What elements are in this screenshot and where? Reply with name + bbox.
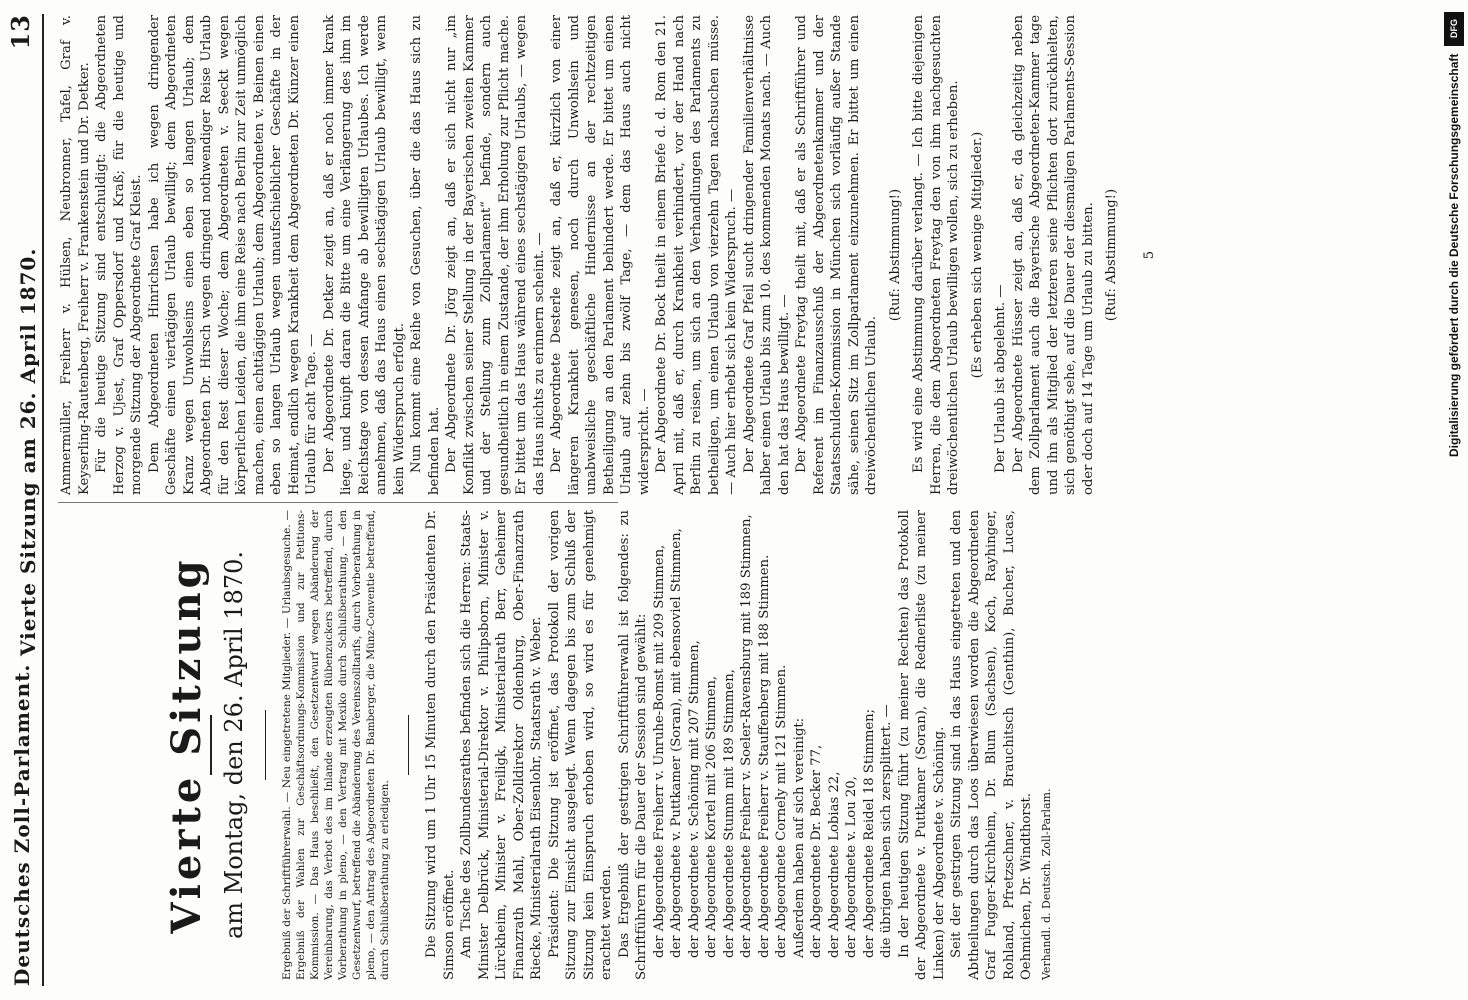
left-column (58, 510, 1055, 980)
paragraph: der Abgeordnete v. Lou 20, (844, 776, 859, 958)
paragraph: der Abgeordnete v. Puttkamer (Soran), mit ebensoviel Stimmen, (669, 528, 684, 958)
funding-note: Digitalisierung gefördert durch die Deutsche Forschungsgemeinschaft (1447, 54, 1461, 458)
header-publication: Deutsches Zoll-Parlament. (10, 663, 34, 986)
paragraph: Der Abgeordnete Dr. Jörg zeigt an, daß er sich nicht nur „im Konflikt zwischen seiner Stellung in der Bayerischen zweiten Kammer und der Stellung zum Zollparlament“ befinde, sondern auch gesundheitlich in einem Zustande, der ihm Erholung zur Pflicht mache. Er bittet um das Haus während eines sechstägigen Urlaubs, — wegen das Haus nichts zu erinnern scheint. — (444, 15, 547, 495)
paragraph: In der heutigen Sitzung führt (zu meiner Rechten) das Protokoll der Abgeordnete v. Puttkamer (Soran), die Rednerliste (zu meiner Linken) der Abgeordnete v. Schöning. (896, 510, 947, 980)
dfg-logo: DFG (1444, 12, 1464, 46)
right-column (58, 15, 1164, 495)
paragraph: der Abgeordnete Reidel 18 Stimmen; (861, 708, 877, 958)
paragraph: Der Abgeordnete Dr. Bock theilt in einem Briefe d. d. Rom den 21. April mit, daß er, durch Krankheit verhindert, vor der Hand nach Berlin zu reisen, um sich an den Verhandlungen des Parlaments zu betheiligen, um einen Urlaub von vierzehn Tagen nachsuchen müsse. — Auch hier erhebt sich kein Widerspruch. — (654, 15, 739, 495)
paragraph: der Abgeordnete Lobias 22, (826, 771, 842, 958)
interjection: (Ruf: Abstimmung!) (887, 188, 903, 322)
agenda-divider (408, 715, 409, 775)
header-session: Vierte Sitzung am 26. April 1870. (16, 247, 40, 656)
date-divider (265, 710, 266, 780)
paragraph: Der Abgeordnete Graf Pfeil sucht dringender Familienverhältnisse halber einen Urlaub bis zum 10. des kommenden Monats nach. — Auch den hat das Haus bewilligt. — (741, 15, 792, 495)
paragraph: Außerdem haben auf sich vereinigt: (791, 717, 807, 958)
paragraph: der Abgeordnete v. Schöning mit 207 Stimmen, (686, 640, 702, 958)
agenda-summary: Ergebniß der Schriftführerwahl. — Neu eingetretene Mitglieder. — Urlaubsgesuche. — Ergebniß der Wahlen zur Geschäftsordnungs-Kommission und zur Petitions-Kommission. — Das Haus beschließt, den Gesetzentwurf wegen Abänderung der Vereinbarung, das Verbot des im Inlande erzeugten Rübenzuckers betreffend, durch Vorberathung in pleno, — den Vertrag mit Mexiko durch Schlußberathung, — den Gesetzentwurf, betreffend die Abänderung des Vereinszolltarifs, durch Vorberathung in pleno, — den Antrag des Abgeordneten Dr. Bamberger, die Münz-Conventie betreffend, durch Schlußberathung zu erledigen. (281, 510, 391, 980)
paragraph: der Abgeordnete Cornely mit 121 Stimmen. (774, 664, 789, 958)
column-divider (58, 502, 618, 503)
paragraph: Die Sitzung wird um 1 Uhr 15 Minuten durch den Präsidenten Dr. Simson eröffnet. (424, 510, 457, 980)
paragraph: der Abgeordnete Kortel mit 206 Stimmen, (704, 675, 719, 958)
running-header (6, 14, 42, 986)
paragraph: die übrigen haben sich zersplittert. — (879, 704, 894, 958)
paragraph: Das Ergebniß der gestrigen Schriftführerwahl ist folgendes: zu Schriftführern für die Dauer der Session sind gewählt: (616, 510, 649, 980)
paragraph: Seit der gestrigen Sitzung sind in das Haus eingetreten und den Abtheilungen durch das Loos überwiesen worden die Abgeordneten Graf Fugger-Kirchheim, Dr. Blum (Sachsen), Koch, Rayhinger, Rohland, Pfretzschner, v. Brauchitsch (Genthin), Bucher, Lucas, Oehmichen, Dr. Windthorst. (949, 510, 1034, 980)
interjection: (Es erheben sich wenige Mitglieder.) (969, 131, 985, 379)
paragraph: Dem Abgeordneten Hinrichsen habe ich wegen dringender Geschäfte einen viertägigen Urlaub bewilligt; dem Abgeordneten Kranz wegen Unwohlseins einen eben so langen Urlaub; dem Abgeordneten Dr. Hirsch wegen dringend nothwendiger Reise Urlaub für den Rest dieser Woche; dem Abgeordneten v. Seeckt wegen körperlichen Leiden, die ihm eine Reise nach Berlin zur Zeit unmöglich machen, einen achttägigen Urlaub; dem Abgeordneten v. Beinen einen eben so langen Urlaub wegen unaufschieblicher Geschäfte in der Heimat, endlich wegen Krankheit dem Abgeordneten Dr. Künzer einen Urlaub für acht Tage. — (146, 15, 319, 495)
session-date: am Montag, den 26. April 1870. (219, 550, 248, 940)
paragraph: Der Urlaub ist abgelehnt. — (993, 284, 1008, 473)
paragraph: Präsident: Die Sitzung ist eröffnet, das Protokoll der vorigen Sitzung zur Einsicht ausgelegt. Wenn dagegen bis zum Schluß der Sitzung kein Einspruch erhoben wird, so wird es für genehmigt erachtet werden. (546, 510, 614, 980)
paragraph: der Abgeordnete Dr. Becker 77, (809, 744, 824, 958)
paragraph: der Abgeordnete Freiherr v. Unruhe-Bomst mit 209 Stimmen, (651, 544, 667, 958)
paragraph: der Abgeordnete Freiherr v. Soeler-Ravensburg mit 189 Stimmen, (739, 514, 754, 958)
paragraph: Der Abgeordnete Desterle zeigt an, daß er, kürzlich von einer längeren Krankheit genesen, noch durch Unwohlsein und unabweisliche geschäftliche Hindernisse an der rechtzeitigen Betheiligung an den Parlament behindert werde. Er bittet um einen Urlaub auf zehn bis zwölf Tage, — dem das Haus auch nicht widerspricht. — (549, 15, 652, 495)
page-number: 13 (6, 14, 35, 50)
paragraph: der Abgeordnete Stumm mit 189 Stimmen, (721, 669, 737, 958)
paragraph: der Abgeordnete Freiherr v. Stauffenberg mit 188 Stimmen. (756, 554, 772, 958)
signature-mark: 5 (1141, 250, 1157, 260)
paragraph: Der Abgeordnete Freytag theilt mit, daß er als Schriftführer und Referent im Finanzausschuß der Abgeordnetenkammer und der Staatsschulden-Kommission in München sich vorläufig außer Stande sähe, seinen Sitz im Zollparlament einzunehmen. Er bittet um einen dreiwöchentlichen Urlaub. (794, 15, 879, 495)
paragraph: Es wird eine Abstimmung darüber verlangt. — Ich bitte diejenigen Herren, die dem Abgeordneten Freytag den von ihm nachgesuchten dreiwöchentlichen Urlaub bewilligen wollen, sich zu erheben. (911, 15, 961, 495)
paragraph: Der Abgeordnete Dr. Detker zeigt an, daß er noch immer krank liege, und knüpft daran die Bitte um eine Verlängerung des ihm im Reichstage von dessen Anfange ab bewilligten Urlaubes. Ich werde annehmen, daß das Haus einen sechstägigen Urlaub bewilligt, wenn kein Widerspruch erfolgt. (321, 15, 407, 495)
footer-signature: Verhandl. d. Deutsch. Zoll-Parlam. (1039, 788, 1053, 980)
digitization-stamp (1440, 6, 1468, 996)
paragraph: Für die heutige Sitzung sind entschuldigt: die Abgeordneten Herzog v. Ujest, Graf Oppersdorf und Kraß; für die heutige und morgende Sitzung der Abgeordnete Graf Kleist. (94, 15, 144, 495)
header-rule (42, 14, 44, 986)
paragraph: Ammermüller, Freiherr v. Hülsen, Neubronner, Tafel, Graf v. Keyserling-Rautenberg, Freiherr v. Frankenstein und Dr. Detker. (59, 15, 92, 495)
paragraph: Am Tische des Zollbundesrathes befinden sich die Herren: Staats-Minister Delbrück, Ministerial-Direktor v. Philipsborn, Minister v. Lürckheim, Minister v. Freiligk, Ministerialrath Berr, Geheimer Finanzrath Mahl, Ober-Zolldirektor Oldenburg, Ober-Finanzrath Riecke, Ministerialrath Eisenlohr, Staatsrath v. Weber. (459, 510, 544, 980)
session-title: Vierte Sitzung (163, 556, 210, 934)
paragraph: Der Abgeordnete Hüsser zeigt an, daß er, da gleichzeitig neben dem Zollparlament auch die Bayerische Abgeordneten-Kammer tage und ihn als Mitglied der letzteren seine Pflichten dort zurückhielten, sich genöthigt sehe, auf die Dauer der diesmaligen Parlaments-Session oder doch auf 14 Tage um Urlaub zu bitten. (1010, 15, 1096, 495)
interjection: (Ruf: Abstimmung!) (1104, 188, 1119, 322)
paragraph: Nun kommt eine Reihe von Gesuchen, über die das Haus sich zu befinden hat. (409, 15, 442, 495)
